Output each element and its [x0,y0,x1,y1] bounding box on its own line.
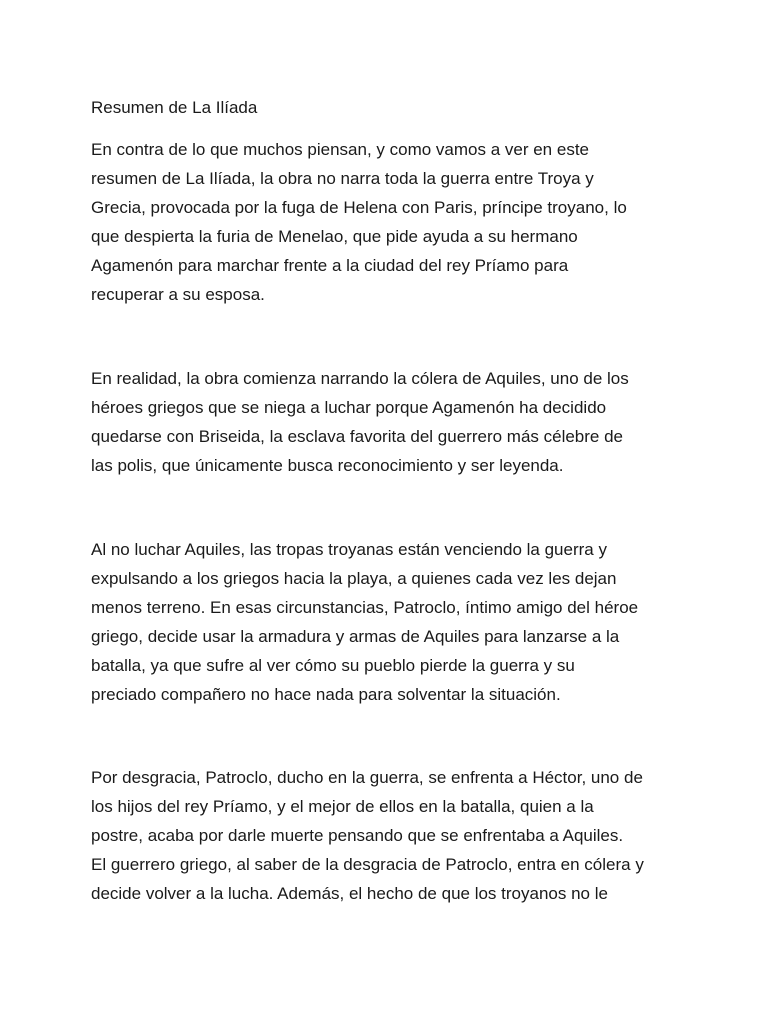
text-line: Agamenón para marchar frente a la ciudad del rey Príamo para [91,256,569,275]
text-line: héroes griegos que se niega a luchar porque Agamenón ha decidido [91,398,607,417]
document-title: Resumen de La Ilíada [91,98,258,117]
text-line: Grecia, provocada por la fuga de Helena con Paris, príncipe troyano, lo [91,198,627,217]
text-line: decide volver a la lucha. Además, el hecho de que los troyanos no le [91,884,608,903]
text-line: que despierta la furia de Menelao, que pide ayuda a su hermano [91,227,578,246]
paragraph-4 [91,763,644,908]
text-line: quedarse con Briseida, la esclava favorita del guerrero más célebre de [91,427,624,446]
text-line: Al no luchar Aquiles, las tropas troyanas están venciendo la guerra y [91,540,607,559]
text-line: las polis, que únicamente busca reconocimiento y ser leyenda. [91,456,564,475]
text-line: los hijos del rey Príamo, y el mejor de ellos en la batalla, quien a la [91,797,594,816]
text-line: recuperar a su esposa. [91,285,265,304]
paragraph-3 [91,535,638,709]
text-line: expulsando a los griegos hacia la playa, a quienes cada vez les dejan [91,569,617,588]
text-line: postre, acaba por darle muerte pensando que se enfrentaba a Aquiles. [91,826,624,845]
text-line: batalla, ya que sufre al ver cómo su pueblo pierde la guerra y su [91,656,575,675]
text-line: preciado compañero no hace nada para solventar la situación. [91,685,561,704]
text-line: En contra de lo que muchos piensan, y como vamos a ver en este [91,140,589,159]
paragraph-1 [91,135,627,309]
text-line: menos terreno. En esas circunstancias, Patroclo, íntimo amigo del héroe [91,598,639,617]
text-line: En realidad, la obra comienza narrando la cólera de Aquiles, uno de los [91,369,629,388]
paragraph-2 [91,364,629,480]
text-line: griego, decide usar la armadura y armas de Aquiles para lanzarse a la [91,627,620,646]
text-line: Por desgracia, Patroclo, ducho en la guerra, se enfrenta a Héctor, uno de [91,768,643,787]
text-line: resumen de La Ilíada, la obra no narra toda la guerra entre Troya y [91,169,594,188]
text-line: El guerrero griego, al saber de la desgracia de Patroclo, entra en cólera y [91,855,644,874]
